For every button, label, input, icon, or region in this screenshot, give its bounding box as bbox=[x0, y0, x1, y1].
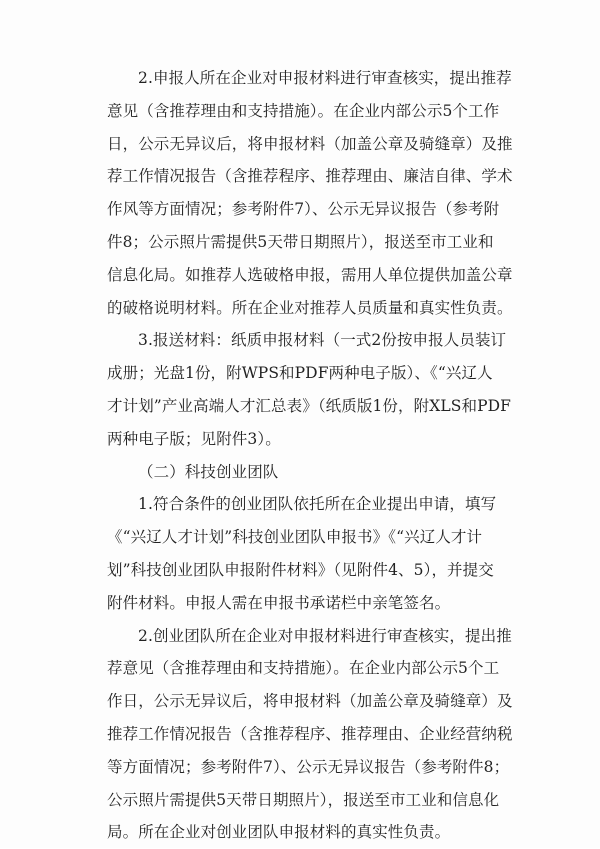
text-line: 信息化局。如推荐人选破格申报，需用人单位提供加盖公章 bbox=[107, 265, 513, 284]
paragraph-submission-materials bbox=[107, 324, 517, 455]
text-line: 作日，公示无异议后，将申报材料（加盖公章及骑缝章）及 bbox=[107, 692, 513, 711]
text-line: 两种电子版；见附件3）。 bbox=[107, 429, 281, 448]
text-line: 公示照片需提供5天带日期照片），报送至市工业和信息化 bbox=[107, 790, 500, 809]
paragraph-team-review bbox=[107, 620, 517, 849]
text-line: 作风等方面情况；参考附件7）、公示无异议报告（参考附 bbox=[107, 200, 500, 219]
text-line: 划”科技创业团队申报附件材料》（见附件4、5），并提交 bbox=[107, 560, 494, 579]
text-line: 荐工作情况报告（含推荐程序、推荐理由、廉洁自律、学术 bbox=[107, 167, 513, 186]
text-line: 2.创业团队所在企业对申报材料进行审查核实，提出推 bbox=[138, 626, 512, 645]
text-line: 等方面情况；参考附件7）、公示无异议报告（参考附件8； bbox=[107, 757, 510, 776]
text-line: 2.申报人所在企业对申报材料进行审查核实，提出推荐 bbox=[138, 69, 512, 87]
text-line: 附件材料。申报人需在申报书承诺栏中亲笔签名。 bbox=[107, 593, 451, 612]
document-body bbox=[107, 62, 517, 849]
text-line: 日，公示无异议后，将申报材料（加盖公章及骑缝章）及推 bbox=[107, 134, 513, 153]
text-line: 成册；光盘1份，附WPS和PDF两种电子版）、《“兴辽人 bbox=[107, 364, 493, 383]
text-line: 件8；公示照片需提供5天带日期照片），报送至市工业和 bbox=[107, 232, 494, 251]
text-line: 1.符合条件的创业团队依托所在企业提出申请，填写 bbox=[138, 495, 497, 514]
text-line: 荐意见（含推荐理由和支持措施）。在企业内部公示5个工 bbox=[107, 659, 500, 678]
paragraph-team-application bbox=[107, 488, 517, 619]
text-line: 3.报送材料：纸质申报材料（一式2份按申报人员装订 bbox=[138, 331, 507, 350]
text-line: 《“兴辽人才计划”科技创业团队申报书》《“兴辽人才计 bbox=[107, 528, 483, 547]
text-line: 推荐工作情况报告（含推荐程序、推荐理由、企业经营纳税 bbox=[107, 724, 513, 743]
paragraph-applicant-review bbox=[107, 62, 517, 324]
section-heading-text: （二）科技创业团队 bbox=[138, 462, 279, 481]
section-heading-tech-startup-team bbox=[107, 456, 517, 489]
text-line: 才计划”产业高端人才汇总表》（纸质版1份，附XLS和PDF bbox=[107, 396, 511, 415]
text-line: 意见（含推荐理由和支持措施）。在企业内部公示5个工作 bbox=[107, 101, 500, 120]
text-line: 的破格说明材料。所在企业对推荐人员质量和真实性负责。 bbox=[107, 298, 513, 317]
text-line: 局。所在企业对创业团队申报材料的真实性负责。 bbox=[107, 823, 451, 842]
